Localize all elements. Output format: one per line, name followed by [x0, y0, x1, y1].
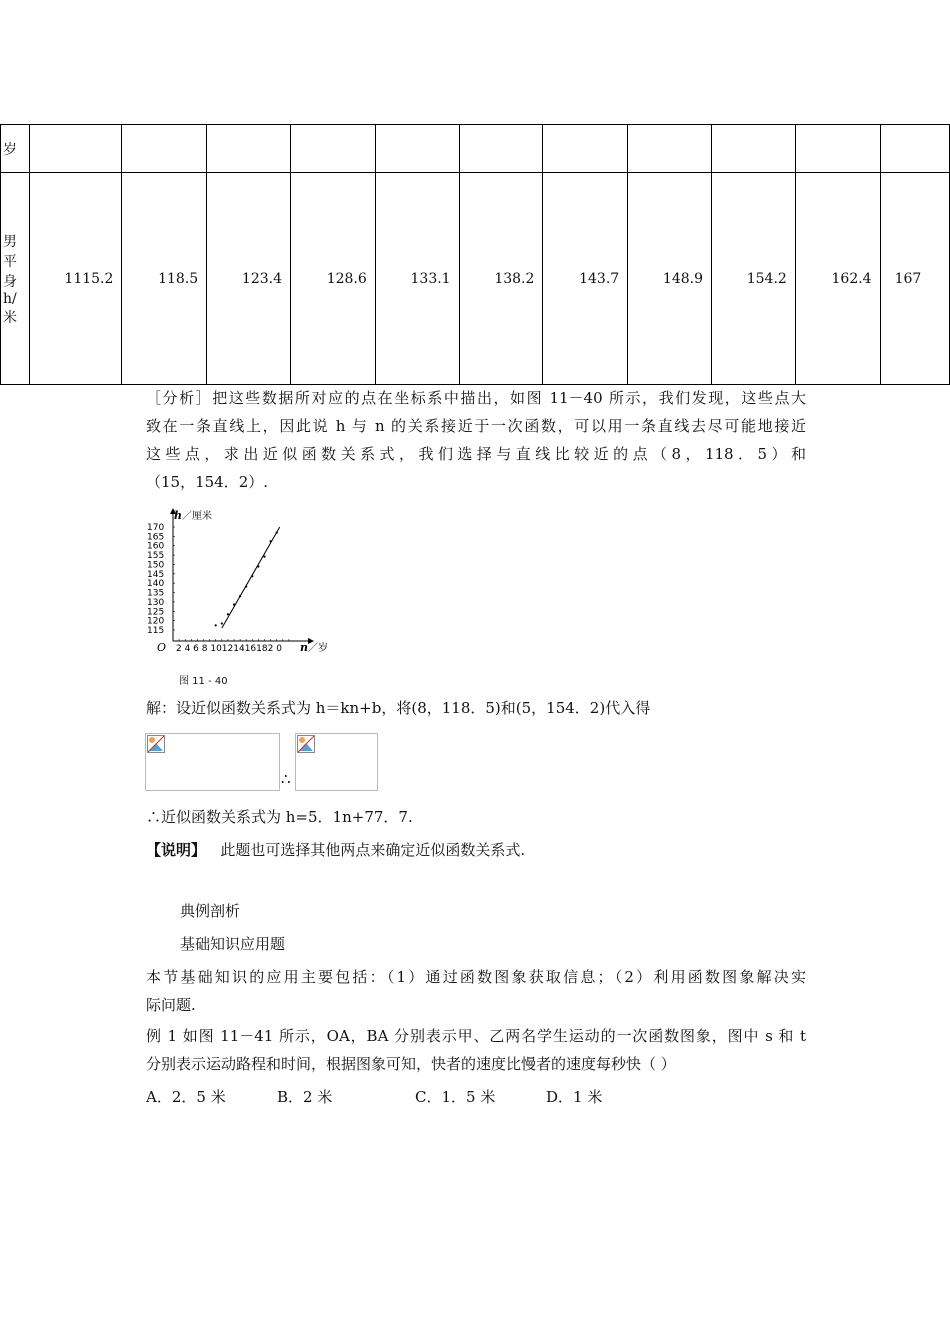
- option-d: D．1 米: [546, 1088, 603, 1106]
- table-cell: 1115.2: [29, 173, 122, 385]
- y-tick-label: 135: [147, 588, 165, 599]
- data-points: [215, 532, 278, 627]
- y-tick-label: 130: [147, 597, 165, 608]
- data-point: [221, 622, 223, 624]
- table-cell: 128.6: [291, 173, 376, 385]
- analysis-line-1: ［分析］把这些数据所对应的点在坐标系中描出，如图 11－40 所示，我们发现，这些点大: [146, 389, 806, 407]
- option-c: C．1．5 米: [415, 1088, 496, 1106]
- y-axis-label-h: h: [174, 509, 182, 522]
- analysis-line-2: 致在一条直线上，因此说 h 与 n 的关系接近于一次函数，可以用一条直线去尽可能地接近: [146, 417, 806, 435]
- table-row-height: [1, 173, 950, 385]
- figure-caption: 图 11 - 40: [179, 676, 228, 687]
- chart-axes: [170, 508, 314, 644]
- equation-image-1: [145, 733, 280, 791]
- y-tick-label: 140: [147, 579, 165, 590]
- table-cell: 148.9: [628, 173, 712, 385]
- therefore-symbol: ∴: [281, 770, 291, 788]
- y-tick-label: 125: [147, 607, 165, 618]
- section-heading-1: 典例剖析: [180, 902, 241, 920]
- fit-line: [222, 527, 280, 628]
- broken-image-icon: [297, 735, 315, 753]
- y-tick-label: 115: [147, 626, 165, 636]
- table-cell: 154.2: [712, 173, 796, 385]
- table-cell: 143.7: [543, 173, 628, 385]
- table-cell: 167: [880, 173, 949, 385]
- origin-label: O: [157, 641, 167, 654]
- note-tag: 【说明】: [146, 841, 207, 859]
- note-text: 此题也可选择其他两点来确定近似函数关系式.: [220, 841, 526, 859]
- example-line-1: 例 1 如图 11－41 所示，OA，BA 分别表示甲、乙两名学生运动的一次函数图象，图中 s 和 t: [146, 1027, 806, 1045]
- data-point: [227, 613, 229, 615]
- section-para-line-2: 际问题.: [146, 996, 196, 1014]
- scatter-figure: [140, 505, 340, 655]
- table-row-age: [1, 125, 950, 173]
- x-tick-labels: 2 4 6 8 10121416182 0: [176, 644, 282, 654]
- fit-line-segment: [222, 527, 280, 628]
- option-a: A．2．5 米: [146, 1088, 226, 1106]
- y-tick-label: 150: [147, 560, 165, 571]
- row-label-height: 男 平 身 h/ 米: [1, 173, 30, 385]
- y-tick-labels: [147, 523, 164, 636]
- analysis-line-3: 这些点，求出近似函数关系式，我们选择与直线比较近的点（8，118．5）和: [146, 445, 806, 463]
- height-table: [0, 124, 950, 385]
- x-axis-label-n: n: [300, 641, 308, 654]
- y-tick-label: 155: [147, 551, 165, 562]
- table-cell: 138.2: [459, 173, 543, 385]
- note-line: [146, 836, 806, 864]
- equation-image-2: [295, 733, 378, 791]
- x-axis-label-unit: ／岁: [308, 643, 328, 654]
- data-point: [215, 624, 217, 626]
- section-para-line-1: 本节基础知识的应用主要包括：（1）通过函数图象获取信息；（2）利用函数图象解决实: [146, 968, 806, 986]
- y-tick-label: 165: [147, 532, 165, 543]
- table-cell: 162.4: [795, 173, 880, 385]
- option-b: B．2 米: [277, 1088, 333, 1106]
- y-tick-label: 170: [147, 523, 165, 533]
- table-cell: 118.5: [122, 173, 207, 385]
- y-tick-label: 160: [147, 541, 165, 552]
- table-cell: 133.1: [375, 173, 459, 385]
- row-label-age: 岁: [1, 125, 30, 173]
- y-axis-label-unit: ／厘米: [182, 511, 212, 522]
- solution-line-1: 解：设近似函数关系式为 h＝kn+b，将(8，118．5)和(5，154．2)代入得: [146, 699, 651, 717]
- section-heading-2: 基础知识应用题: [180, 935, 286, 953]
- table-cell: 123.4: [207, 173, 291, 385]
- y-tick-label: 145: [147, 569, 165, 580]
- y-tick-label: 120: [147, 616, 165, 627]
- solution-result: ∴近似函数关系式为 h=5．1n+77．7.: [146, 808, 413, 826]
- broken-image-icon: [147, 735, 165, 753]
- example-line-2: 分别表示运动路程和时间，根据图象可知，快者的速度比慢者的速度每秒快（ ）: [146, 1055, 676, 1073]
- analysis-line-4: （15，154．2）.: [146, 473, 269, 491]
